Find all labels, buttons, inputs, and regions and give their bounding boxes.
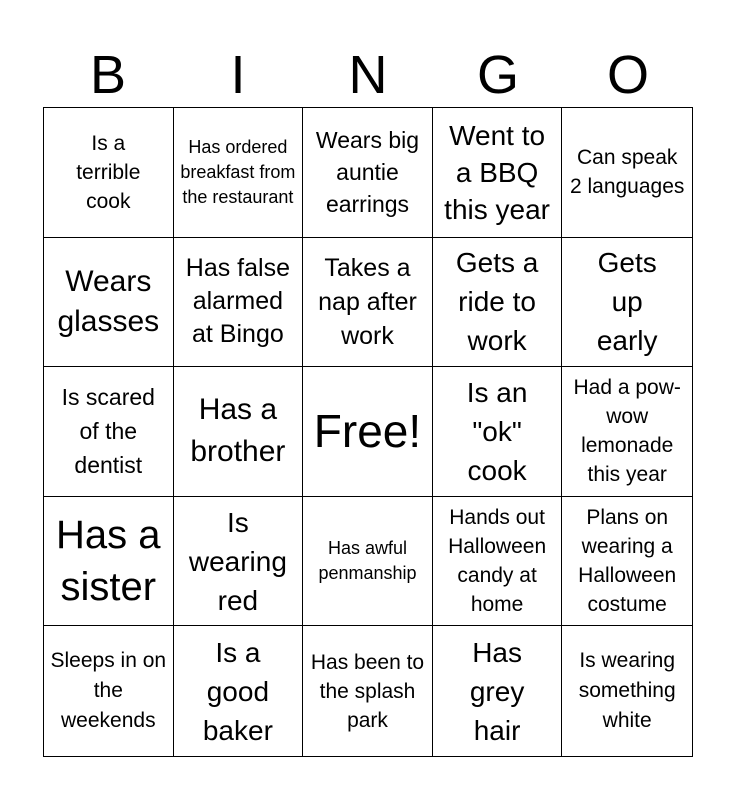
cell-text: Has a sister [56,513,161,610]
cell-text: Has a brother [190,393,286,469]
bingo-cell[interactable] [174,626,304,756]
bingo-cell[interactable] [562,497,692,627]
cell-text: Wears glasses [57,264,160,338]
cell-text: Plans on wearing a Halloween costume [578,506,677,617]
header-letter-i: I [230,45,246,105]
free-space: Free! [313,405,422,458]
bingo-cell[interactable] [562,238,692,368]
bingo-cell[interactable] [44,238,174,368]
bingo-cell[interactable] [303,497,433,627]
header-letter-g: G [476,45,519,105]
bingo-cell[interactable] [174,238,304,368]
cell-text: Hands out Halloween candy at home [448,506,547,617]
bingo-cell[interactable] [562,108,692,238]
bingo-cell[interactable] [433,626,563,756]
cell-text: Went to a BBQ this year [444,119,550,225]
bingo-cell[interactable] [562,367,692,497]
cell-text: Had a pow-wow lemonade this year [573,376,681,487]
bingo-cell[interactable] [174,367,304,497]
bingo-board [43,107,693,757]
header-letter-o: O [606,45,649,105]
cell-text: Is an "ok" cook [466,376,528,486]
cell-text: Is a good baker [202,636,273,746]
bingo-cell[interactable] [44,626,174,756]
cell-text: Has awful penmanship [318,538,417,584]
bingo-cell[interactable] [303,626,433,756]
cell-text: Is a terrible cook [76,131,141,213]
bingo-cell[interactable] [44,367,174,497]
bingo-cell[interactable] [44,497,174,627]
bingo-cell[interactable] [174,497,304,627]
cell-text: Has false alarmed at Bingo [185,254,290,349]
bingo-cell[interactable] [303,367,433,497]
cell-text: Can speak 2 languages [569,146,685,199]
bingo-cell[interactable] [433,497,563,627]
bingo-cell[interactable] [433,238,563,368]
bingo-cell[interactable] [303,238,433,368]
cell-text: Is scared of the dentist [61,384,155,479]
header-letter-n: N [348,45,388,105]
cell-text: Sleeps in on the weekends [50,649,167,733]
bingo-cell[interactable] [44,108,174,238]
bingo-cell[interactable] [433,367,563,497]
cell-text: Takes a nap after work [318,253,417,350]
cell-text: Has grey hair [469,636,525,746]
bingo-header [43,44,693,106]
cell-text: Has been to the splash park [310,650,425,732]
bingo-cell[interactable] [303,108,433,238]
cell-text: Wears big auntie earrings [315,127,420,218]
header-letter-b: B [89,45,127,105]
bingo-cell[interactable] [562,626,692,756]
cell-text: Gets up early [596,247,658,357]
cell-text: Has ordered breakfast from the restaurant [180,136,296,207]
cell-text: Is wearing red [188,506,287,616]
cell-text: Gets a ride to work [455,247,539,357]
bingo-cell[interactable] [174,108,304,238]
cell-text: Is wearing something white [578,649,676,733]
bingo-cell[interactable] [433,108,563,238]
